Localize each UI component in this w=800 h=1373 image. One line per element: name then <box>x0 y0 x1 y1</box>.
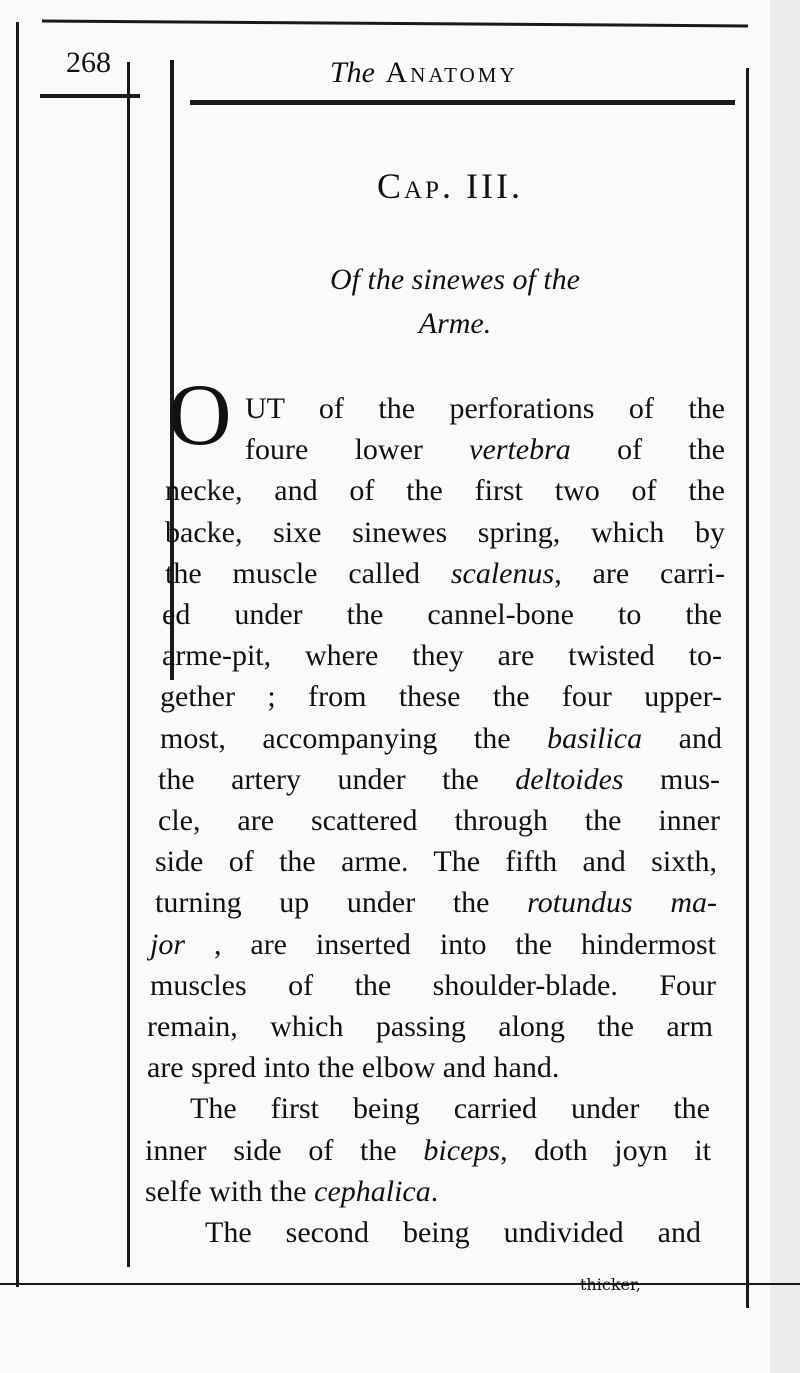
line-text: muscles of the shoulder-blade. Four <box>150 968 716 1002</box>
line-text: backe, sixe sinewes spring, which by <box>165 515 725 549</box>
italic-term: vertebra <box>469 433 571 467</box>
body-line <box>150 969 716 1003</box>
body-line <box>158 763 720 797</box>
catchword: thicker, <box>580 1275 641 1294</box>
italic-term: rotundus ma- <box>527 886 717 920</box>
line-text: of the <box>570 433 725 467</box>
line-text: are spred into the elbow and hand. <box>147 1051 560 1085</box>
body-line <box>162 598 722 632</box>
line-text: mus- <box>623 762 721 796</box>
italic-term: biceps <box>423 1133 501 1167</box>
running-head-prefix: The <box>330 56 375 89</box>
drop-cap: O <box>168 367 232 464</box>
body-line <box>145 1134 711 1168</box>
body-line <box>162 639 722 673</box>
line-text: selfe with the <box>145 1174 315 1208</box>
line-text: necke, and of the first two of the <box>165 474 725 508</box>
page-number: 268 <box>66 46 111 79</box>
line-text: inner side of the <box>145 1133 424 1167</box>
line-text: side of the arme. The fifth and sixth, <box>155 845 717 879</box>
line-text: foure lower <box>245 433 470 467</box>
line-text: ed under the cannel-bone to the <box>162 598 722 631</box>
italic-term: cephalica <box>314 1174 431 1208</box>
body-line <box>155 886 717 920</box>
body-line <box>155 845 717 879</box>
line-text: , are carri- <box>554 556 725 590</box>
body-line <box>245 392 725 426</box>
running-head-title: Anatomy <box>385 56 518 89</box>
line-text: , are inserted into the hindermost <box>185 927 716 961</box>
body-line <box>145 1175 711 1209</box>
body-line <box>160 680 722 714</box>
body-line <box>150 928 716 962</box>
line-text: UT of the perforations of the <box>245 392 725 425</box>
line-text: The second being undivided and <box>205 1216 701 1249</box>
body-line <box>158 804 720 838</box>
body-line <box>165 516 725 550</box>
body-line <box>165 474 725 508</box>
line-text: the muscle called <box>165 556 451 590</box>
line-text: and <box>642 721 722 755</box>
line-text: most, accompanying the <box>160 721 548 755</box>
line-text: cle, are scattered through the inner <box>158 804 720 837</box>
italic-term: deltoides <box>515 762 624 796</box>
body-line <box>147 1051 713 1085</box>
body-line <box>165 557 725 591</box>
italic-term: basilica <box>547 721 643 755</box>
line-text: The first being carried under the <box>190 1092 710 1126</box>
line-text: the artery under the <box>158 762 516 796</box>
line-text: arme-pit, where they are twisted to- <box>162 639 722 673</box>
subtitle-line-2: Arme. <box>418 307 492 340</box>
subtitle-line-1: Of the sinewes of the <box>330 263 580 296</box>
body-line <box>245 433 725 467</box>
body-line <box>160 722 722 756</box>
body-line <box>205 1216 701 1250</box>
line-text: remain, which passing along the arm <box>147 1010 713 1043</box>
italic-term: scalenus <box>450 556 555 590</box>
italic-term: jor <box>150 927 186 961</box>
chapter-heading: Cap. III. <box>377 166 523 206</box>
body-line <box>190 1092 710 1126</box>
line-text: . <box>430 1174 439 1208</box>
line-text: gether ; from these the four upper- <box>160 680 722 714</box>
line-text: , doth joyn it <box>500 1133 712 1167</box>
body-line <box>147 1010 713 1044</box>
line-text: turning up under the <box>155 886 528 920</box>
